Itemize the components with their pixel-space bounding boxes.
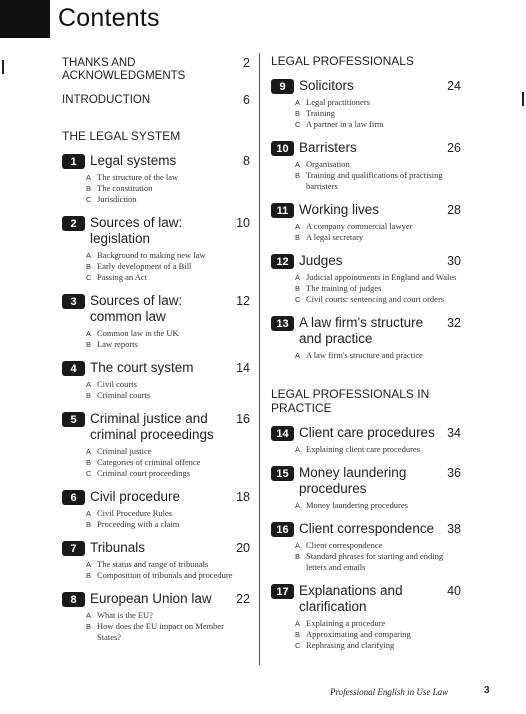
- section-units: [62, 153, 250, 643]
- unit-page: 14: [236, 361, 250, 375]
- subsection-letter: C: [295, 641, 301, 650]
- front-entry[interactable]: [62, 94, 250, 107]
- unit-number-badge: 11: [271, 203, 294, 218]
- unit-left: [62, 215, 228, 247]
- unit-header: [271, 78, 461, 94]
- unit-title: A law firm's structure and practice: [299, 315, 424, 346]
- subsection-text: The constitution: [97, 183, 153, 193]
- unit-left: [62, 489, 228, 505]
- unit-page: 20: [236, 541, 250, 555]
- subsection-text: Organisation: [306, 159, 350, 169]
- subsection-letter: B: [295, 233, 301, 242]
- unit-header: [62, 153, 250, 169]
- unit-number-badge: 7: [62, 541, 85, 556]
- unit-subsections: [86, 250, 250, 283]
- unit-entry[interactable]: [271, 78, 461, 130]
- unit-title: Client correspondence: [299, 521, 435, 536]
- unit-left: [271, 315, 439, 347]
- unit-title: Money laundering procedures: [299, 465, 407, 496]
- subsection-text: Criminal justice: [97, 446, 152, 456]
- subsection-letter: C: [295, 295, 301, 304]
- unit-entry[interactable]: [62, 489, 250, 530]
- section-units: [271, 78, 461, 361]
- unit-title: Explanations and clarification: [299, 583, 403, 614]
- subsection-text: A legal secretary: [306, 232, 364, 242]
- section-heading: LEGAL PROFESSIONALS: [271, 54, 414, 68]
- subsection-item: [86, 183, 250, 194]
- subsection-item: [295, 221, 461, 232]
- subsection-item: [86, 379, 250, 390]
- subsection-letter: A: [295, 445, 301, 454]
- unit-subsections: [295, 350, 461, 361]
- unit-header: [62, 591, 250, 607]
- subsection-item: [86, 468, 250, 479]
- subsection-item: [295, 272, 461, 283]
- subsection-item: [295, 618, 461, 629]
- subsection-text: Money laundering procedures: [306, 500, 408, 510]
- subsection-letter: C: [86, 273, 92, 282]
- unit-subsections: [86, 379, 250, 401]
- unit-left: [271, 253, 439, 269]
- unit-subsections: [295, 97, 461, 130]
- subsection-item: [86, 390, 250, 401]
- subsection-item: [86, 328, 250, 339]
- unit-subsections: [295, 221, 461, 243]
- subsection-text: Background to making new law: [97, 250, 206, 260]
- edge-mark: [522, 92, 524, 106]
- subsection-item: [295, 97, 461, 108]
- footer-book-title: Professional English in Use Law: [330, 687, 449, 697]
- unit-subsections: [86, 559, 250, 581]
- unit-title: European Union law: [90, 591, 212, 606]
- subsection-text: Approximating and comparing: [306, 629, 411, 639]
- unit-number-badge: 9: [271, 79, 294, 94]
- subsection-item: [295, 232, 461, 243]
- subsection-letter: C: [86, 195, 92, 204]
- unit-left: [271, 521, 439, 537]
- subsection-item: [86, 519, 250, 530]
- unit-number-badge: 4: [62, 361, 85, 376]
- unit-header: [62, 489, 250, 505]
- subsection-letter: A: [86, 509, 92, 518]
- subsection-letter: A: [295, 351, 301, 360]
- subsection-text: The structure of the law: [97, 172, 179, 182]
- unit-page: 16: [236, 412, 250, 426]
- unit-title: Working lives: [299, 202, 380, 217]
- unit-page: 30: [447, 254, 461, 268]
- unit-entry[interactable]: [271, 253, 461, 305]
- unit-left: [271, 78, 439, 94]
- unit-number-badge: 14: [271, 426, 294, 441]
- unit-header: [271, 140, 461, 156]
- unit-subsections: [295, 444, 461, 455]
- unit-left: [271, 202, 439, 218]
- subsection-item: [295, 108, 461, 119]
- subsection-text: Client correspondence: [306, 540, 383, 550]
- unit-number-badge: 5: [62, 412, 85, 427]
- subsection-item: [86, 194, 250, 205]
- subsection-item: [295, 283, 461, 294]
- subsection-item: [86, 508, 250, 519]
- unit-number-badge: 2: [62, 216, 85, 231]
- subsection-letter: B: [86, 340, 92, 349]
- subsection-item: [86, 446, 250, 457]
- unit-left: [271, 140, 439, 156]
- unit-title: Solicitors: [299, 78, 354, 93]
- subsection-letter: A: [295, 273, 301, 282]
- subsection-item: [295, 640, 461, 651]
- subsection-item: [86, 261, 250, 272]
- subsection-item: [86, 570, 250, 581]
- unit-entry[interactable]: [271, 465, 461, 511]
- subsection-letter: A: [295, 98, 301, 107]
- unit-page: 40: [447, 584, 461, 598]
- unit-number-badge: 15: [271, 466, 294, 481]
- unit-number-badge: 16: [271, 522, 294, 537]
- unit-subsections: [295, 500, 461, 511]
- unit-entry[interactable]: [62, 540, 250, 581]
- front-entry[interactable]: [62, 57, 250, 83]
- unit-page: 36: [447, 466, 461, 480]
- unit-header: [62, 411, 250, 443]
- subsection-letter: B: [295, 171, 301, 180]
- entry-title: INTRODUCTION: [62, 94, 151, 106]
- subsection-text: Civil courts: sentencing and court orders: [306, 294, 445, 304]
- subsection-text: Criminal courts: [97, 390, 151, 400]
- unit-number-badge: 10: [271, 141, 294, 156]
- subsection-text: Common law in the UK: [97, 328, 179, 338]
- subsection-text: Training and qualifications of practising barristers: [306, 170, 443, 191]
- subsection-item: [86, 172, 250, 183]
- subsection-text: The training of judges: [306, 283, 382, 293]
- unit-left: [62, 360, 228, 376]
- subsection-letter: B: [86, 262, 92, 271]
- subsection-text: Passing an Act: [97, 272, 148, 282]
- subsection-text: A partner in a law firm: [306, 119, 384, 129]
- subsection-letter: A: [86, 329, 92, 338]
- unit-page: 28: [447, 203, 461, 217]
- unit-title: Sources of law: common law: [90, 293, 183, 324]
- unit-subsections: [295, 618, 461, 651]
- subsection-text: What is the EU?: [97, 610, 153, 620]
- subsection-text: Explaining a procedure: [306, 618, 386, 628]
- title-block: [0, 0, 50, 38]
- subsection-letter: C: [295, 120, 301, 129]
- subsection-item: [295, 159, 461, 170]
- subsection-text: How does the EU impact on Member States?: [97, 621, 224, 642]
- entry-title: THANKS AND ACKNOWLEDGMENTS: [62, 57, 186, 82]
- unit-number-badge: 3: [62, 294, 85, 309]
- subsection-item: [86, 339, 250, 350]
- unit-entry[interactable]: [271, 425, 461, 455]
- unit-page: 22: [236, 592, 250, 606]
- subsection-letter: B: [86, 184, 92, 193]
- subsection-text: Civil Procedure Rules: [97, 508, 173, 518]
- subsection-letter: A: [86, 560, 92, 569]
- subsection-item: [295, 551, 461, 573]
- subsection-item: [295, 350, 461, 361]
- section-units: [271, 425, 461, 651]
- unit-subsections: [295, 159, 461, 192]
- subsection-letter: B: [295, 109, 301, 118]
- subsection-item: [86, 272, 250, 283]
- subsection-text: Legal practitioners: [306, 97, 370, 107]
- subsection-text: Explaining client care procedures: [306, 444, 420, 454]
- unit-entry[interactable]: [271, 583, 461, 651]
- unit-entry[interactable]: [271, 140, 461, 192]
- unit-title: Barristers: [299, 140, 357, 155]
- unit-header: [62, 215, 250, 247]
- subsection-item: [86, 559, 250, 570]
- unit-entry[interactable]: [62, 360, 250, 401]
- unit-entry[interactable]: [62, 215, 250, 283]
- page-title: Contents: [58, 4, 160, 32]
- subsection-item: [295, 119, 461, 130]
- unit-header: [271, 425, 461, 441]
- subsection-item: [295, 540, 461, 551]
- unit-entry[interactable]: [271, 315, 461, 361]
- unit-page: 34: [447, 426, 461, 440]
- subsection-text: A company commercial lawyer: [306, 221, 413, 231]
- unit-left: [271, 583, 439, 615]
- subsection-text: Standard phrases for starting and ending letters and emails: [306, 551, 444, 572]
- unit-page: 12: [236, 294, 250, 308]
- subsection-item: [295, 444, 461, 455]
- unit-subsections: [86, 610, 250, 643]
- section-heading: THE LEGAL SYSTEM: [62, 129, 181, 143]
- unit-title: Civil procedure: [90, 489, 181, 504]
- unit-page: 10: [236, 216, 250, 230]
- subsection-text: Criminal court proceedings: [97, 468, 191, 478]
- edge-mark: [2, 60, 4, 74]
- subsection-letter: A: [86, 447, 92, 456]
- subsection-letter: A: [86, 251, 92, 260]
- subsection-text: Proceeding with a claim: [97, 519, 180, 529]
- unit-entry[interactable]: [271, 521, 461, 573]
- subsection-letter: A: [295, 160, 301, 169]
- unit-title: Tribunals: [90, 540, 146, 555]
- subsection-text: Categories of criminal offence: [97, 457, 201, 467]
- subsection-text: Rephrasing and clarifying: [306, 640, 395, 650]
- subsection-text: A law firm's structure and practice: [306, 350, 423, 360]
- subsection-letter: C: [86, 469, 92, 478]
- subsection-text: Jurisdiction: [97, 194, 137, 204]
- unit-header: [271, 583, 461, 615]
- subsection-item: [86, 610, 250, 621]
- section-heading: LEGAL PROFESSIONALS IN PRACTICE: [271, 387, 430, 415]
- unit-title: Sources of law: legislation: [90, 215, 183, 246]
- unit-entry[interactable]: [62, 591, 250, 643]
- subsection-item: [295, 294, 461, 305]
- subsection-letter: B: [86, 622, 92, 631]
- subsection-letter: B: [86, 391, 92, 400]
- unit-number-badge: 1: [62, 154, 85, 169]
- unit-header: [62, 360, 250, 376]
- subsection-letter: B: [86, 571, 92, 580]
- unit-title: Legal systems: [90, 153, 177, 168]
- unit-header: [271, 202, 461, 218]
- subsection-letter: A: [295, 222, 301, 231]
- subsection-letter: A: [295, 541, 301, 550]
- unit-header: [271, 521, 461, 537]
- unit-header: [271, 465, 461, 497]
- unit-subsections: [86, 172, 250, 205]
- subsection-text: Composition of tribunals and procedure: [97, 570, 233, 580]
- subsection-item: [295, 629, 461, 640]
- unit-page: 18: [236, 490, 250, 504]
- unit-header: [62, 293, 250, 325]
- subsection-letter: A: [295, 501, 301, 510]
- unit-number-badge: 8: [62, 592, 85, 607]
- subsection-item: [86, 457, 250, 468]
- subsection-letter: B: [295, 630, 301, 639]
- subsection-letter: A: [86, 173, 92, 182]
- subsection-text: Judicial appointments in England and Wales: [306, 272, 457, 282]
- subsection-letter: A: [295, 619, 301, 628]
- unit-entry[interactable]: [62, 153, 250, 205]
- subsection-letter: B: [86, 520, 92, 529]
- subsection-text: Civil courts: [97, 379, 137, 389]
- unit-left: [271, 425, 439, 441]
- right-column: [271, 54, 461, 651]
- subsection-letter: B: [295, 552, 301, 561]
- unit-number-badge: 6: [62, 490, 85, 505]
- unit-page: 26: [447, 141, 461, 155]
- unit-left: [62, 591, 228, 607]
- unit-title: The court system: [90, 360, 194, 375]
- unit-page: 38: [447, 522, 461, 536]
- unit-entry[interactable]: [62, 411, 250, 479]
- unit-entry[interactable]: [271, 202, 461, 243]
- subsection-text: The status and range of tribunals: [97, 559, 209, 569]
- subsection-item: [295, 170, 461, 192]
- subsection-letter: A: [86, 611, 92, 620]
- unit-header: [271, 253, 461, 269]
- subsection-letter: B: [295, 284, 301, 293]
- unit-header: [62, 540, 250, 556]
- subsection-letter: B: [86, 458, 92, 467]
- unit-left: [62, 411, 228, 443]
- unit-page: 32: [447, 316, 461, 330]
- unit-number-badge: 12: [271, 254, 294, 269]
- footer-page-number: 3: [484, 685, 490, 696]
- subsection-text: Early development of a Bill: [97, 261, 192, 271]
- unit-title: Judges: [299, 253, 343, 268]
- subsection-item: [295, 500, 461, 511]
- subsection-item: [86, 250, 250, 261]
- unit-title: Criminal justice and criminal proceedings: [90, 411, 214, 442]
- subsection-item: [86, 621, 250, 643]
- unit-page: 24: [447, 79, 461, 93]
- entry-page: 6: [243, 93, 250, 107]
- unit-page: 8: [243, 154, 250, 168]
- subsection-text: Law reports: [97, 339, 138, 349]
- unit-subsections: [295, 272, 461, 305]
- unit-subsections: [86, 328, 250, 350]
- unit-subsections: [295, 540, 461, 573]
- left-column: [62, 54, 250, 643]
- unit-left: [62, 293, 228, 325]
- unit-title: Client care procedures: [299, 425, 435, 440]
- column-divider: [259, 53, 260, 665]
- unit-left: [62, 153, 228, 169]
- subsection-letter: A: [86, 380, 92, 389]
- unit-subsections: [86, 508, 250, 530]
- unit-header: [271, 315, 461, 347]
- subsection-text: Training: [306, 108, 335, 118]
- unit-number-badge: 17: [271, 584, 294, 599]
- unit-left: [271, 465, 439, 497]
- unit-entry[interactable]: [62, 293, 250, 350]
- entry-page: 2: [243, 56, 250, 70]
- unit-number-badge: 13: [271, 316, 294, 331]
- unit-subsections: [86, 446, 250, 479]
- unit-left: [62, 540, 228, 556]
